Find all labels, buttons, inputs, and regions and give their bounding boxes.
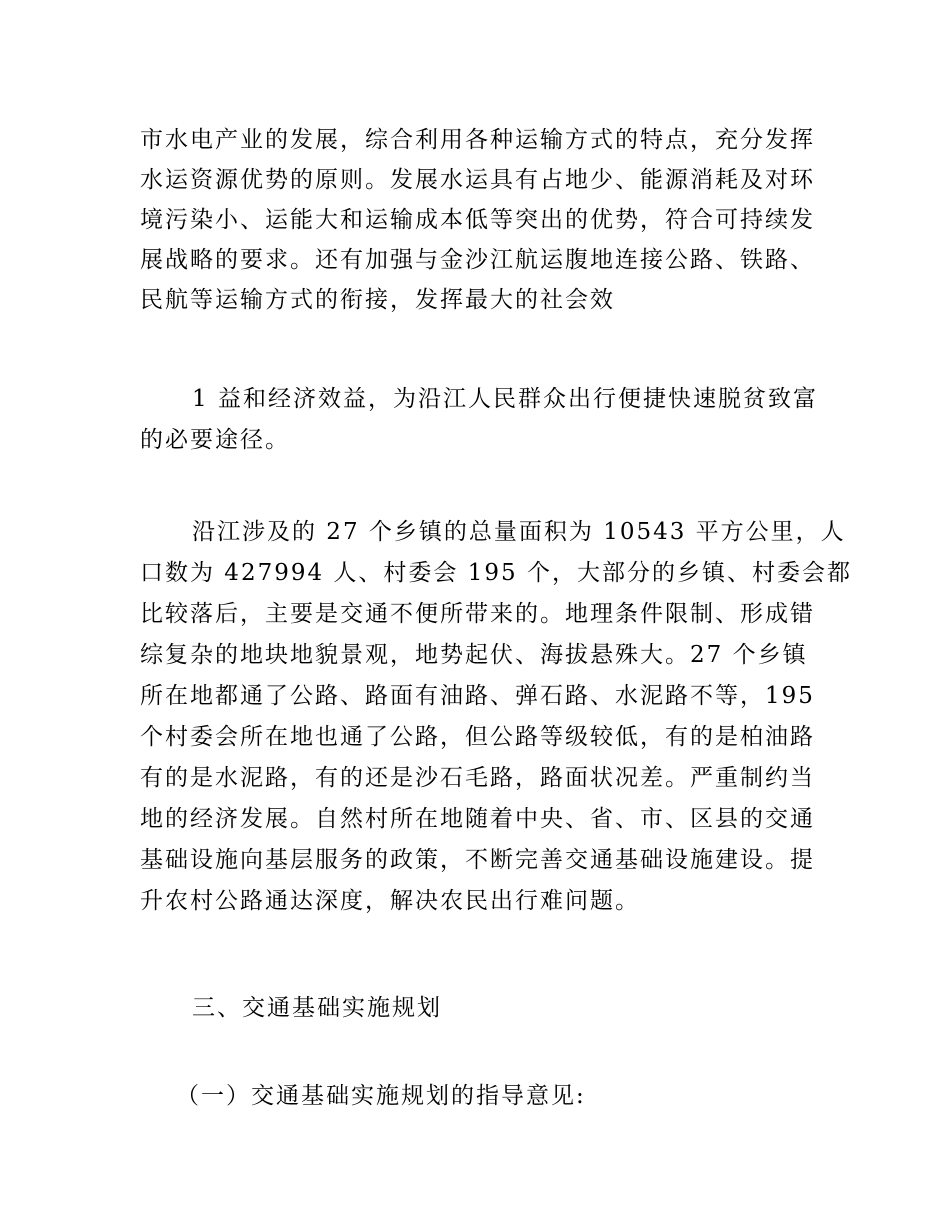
paragraph-2-line-1: 1 益和经济效益，为沿江人民群众出行便捷快速脱贫致富 (192, 386, 818, 412)
subsection-heading: （一）交通基础实施规划的指导意见: (176, 1083, 586, 1109)
paragraph-3-line-3: 比较落后，主要是交通不便所带来的。地理条件限制、形成错 (140, 601, 815, 627)
paragraph-3-line-10: 升农村公路通达深度，解决农民出行难问题。 (140, 888, 640, 914)
section-heading: 三、交通基础实施规划 (192, 995, 442, 1021)
paragraph-1-line-4: 展战略的要求。还有加强与金沙江航运腹地连接公路、铁路、 (140, 247, 815, 273)
paragraph-1-line-2: 水运资源优势的原则。发展水运具有占地少、能源消耗及对环 (140, 167, 815, 193)
paragraph-3-line-2: 口数为 427994 人、村委会 195 个，大部分的乡镇、村委会都 (140, 560, 852, 586)
paragraph-3-line-4: 综复杂的地块地貌景观，地势起伏、海拔悬殊大。27 个乡镇 (140, 642, 808, 668)
paragraph-3-line-5: 所在地都通了公路、路面有油路、弹石路、水泥路不等，195 (140, 683, 815, 709)
paragraph-1-line-5: 民航等运输方式的衔接，发挥最大的社会效 (140, 287, 615, 313)
paragraph-3-line-6: 个村委会所在地也通了公路，但公路等级较低，有的是柏油路 (140, 724, 815, 750)
paragraph-1-line-3: 境污染小、运能大和运输成本低等突出的优势，符合可持续发 (140, 207, 815, 233)
paragraph-3-line-8: 地的经济发展。自然村所在地随着中央、省、市、区县的交通 (140, 806, 815, 832)
paragraph-3-line-1: 沿江涉及的 27 个乡镇的总量面积为 10543 平方公里，人 (192, 519, 846, 545)
paragraph-3-line-7: 有的是水泥路，有的还是沙石毛路，路面状况差。严重制约当 (140, 765, 815, 791)
paragraph-1-line-1: 市水电产业的发展，综合利用各种运输方式的特点，充分发挥 (140, 127, 815, 153)
paragraph-2-line-2: 的必要途径。 (140, 427, 290, 453)
paragraph-3-line-9: 基础设施向基层服务的政策，不断完善交通基础设施建设。提 (140, 847, 815, 873)
